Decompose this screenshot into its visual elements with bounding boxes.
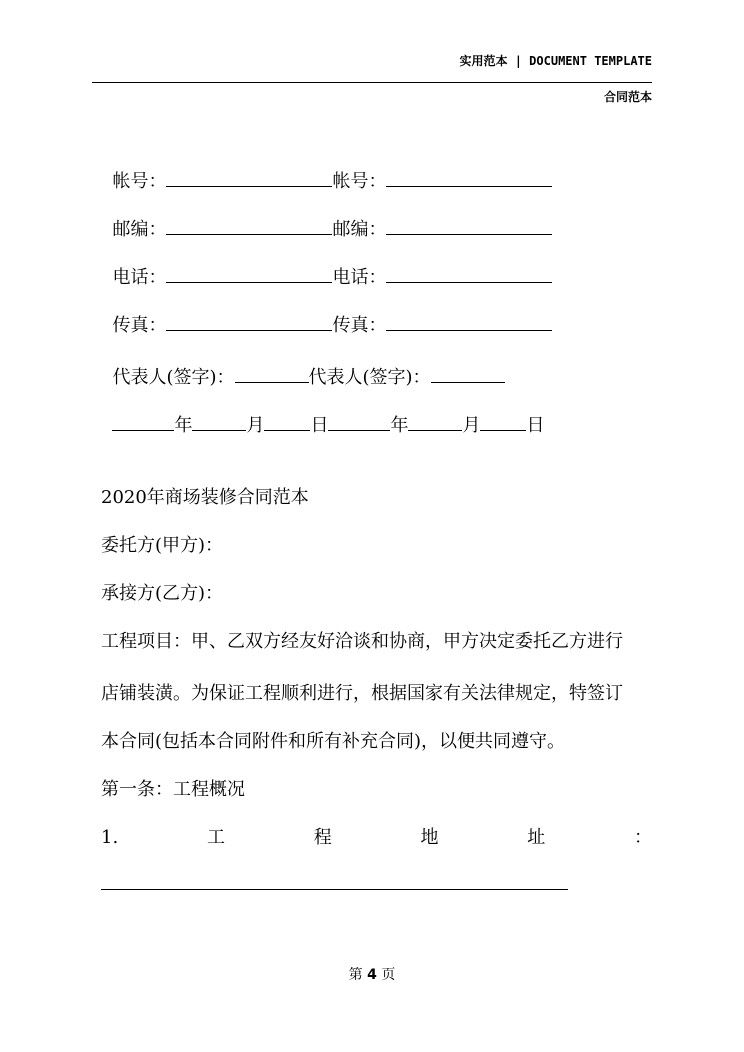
representative-label-a: 代表人(签字)： [112,367,235,388]
date-row [101,388,544,438]
item-1-number: 1. [101,827,119,848]
representative-label-b: 代表人(签字)： [308,367,431,388]
phone-row [101,240,552,290]
fax-label-b: 传真： [332,315,387,336]
document-title: 2020年商场装修合同范本 [101,487,309,508]
year-label-a: 年 [174,415,193,436]
account-blank-a[interactable] [166,168,332,187]
page-number: 4 [367,967,377,983]
paragraph-line-3: 本合同(包括本合同附件和所有补充合同)，以便共同遵守。 [101,731,566,752]
page-suffix: 页 [381,967,396,983]
year-blank-a[interactable] [112,412,174,431]
item-1-address-line [101,826,652,850]
postcode-label-a: 邮编： [112,219,167,240]
item-1-char: 程 [313,827,332,848]
representative-blank-a[interactable] [235,364,309,383]
client-line: 委托方(甲方)： [101,535,224,556]
fax-row [101,288,552,338]
phone-blank-b[interactable] [386,264,552,283]
representative-blank-b[interactable] [431,364,505,383]
account-label-a: 帐号： [112,171,167,192]
month-label-a: 月 [246,415,265,436]
month-blank-a[interactable] [192,412,246,431]
fax-blank-b[interactable] [386,312,552,331]
account-label-b: 帐号： [332,171,387,192]
phone-blank-a[interactable] [166,264,332,283]
phone-label-b: 电话： [332,267,387,288]
item-1-char: 地 [420,827,439,848]
account-blank-b[interactable] [386,168,552,187]
day-label-a: 日 [310,415,329,436]
item-1-char: 址 [527,827,546,848]
header-subtitle: 合同范本 [603,90,652,104]
day-blank-b[interactable] [480,412,526,431]
item-1-char: ： [633,827,652,848]
paragraph-line-2: 店铺装潢。为保证工程顺利进行，根据国家有关法律规定，特签订 [101,683,623,704]
article-1-heading: 第一条：工程概况 [101,779,245,800]
item-1-char: 工 [206,827,225,848]
paragraph-line-1: 工程项目：甲、乙双方经友好洽谈和协商，甲方决定委托乙方进行 [101,631,623,652]
day-label-b: 日 [526,415,545,436]
fax-label-a: 传真： [112,315,167,336]
year-label-b: 年 [390,415,409,436]
phone-label-a: 电话： [112,267,167,288]
postcode-blank-a[interactable] [166,216,332,235]
address-blank-line[interactable] [101,889,568,890]
month-label-b: 月 [462,415,481,436]
postcode-blank-b[interactable] [386,216,552,235]
fax-blank-a[interactable] [166,312,332,331]
year-blank-b[interactable] [328,412,390,431]
representative-row [101,340,505,390]
page-prefix: 第 [348,967,363,983]
header-title: 实用范本 | DOCUMENT TEMPLATE [459,54,652,68]
day-blank-a[interactable] [264,412,310,431]
contractor-line: 承接方(乙方)： [101,583,224,604]
month-blank-b[interactable] [408,412,462,431]
postcode-row [101,192,552,242]
page-footer [0,964,744,984]
account-row [101,144,552,194]
postcode-label-b: 邮编： [332,219,387,240]
header-divider [92,82,652,83]
